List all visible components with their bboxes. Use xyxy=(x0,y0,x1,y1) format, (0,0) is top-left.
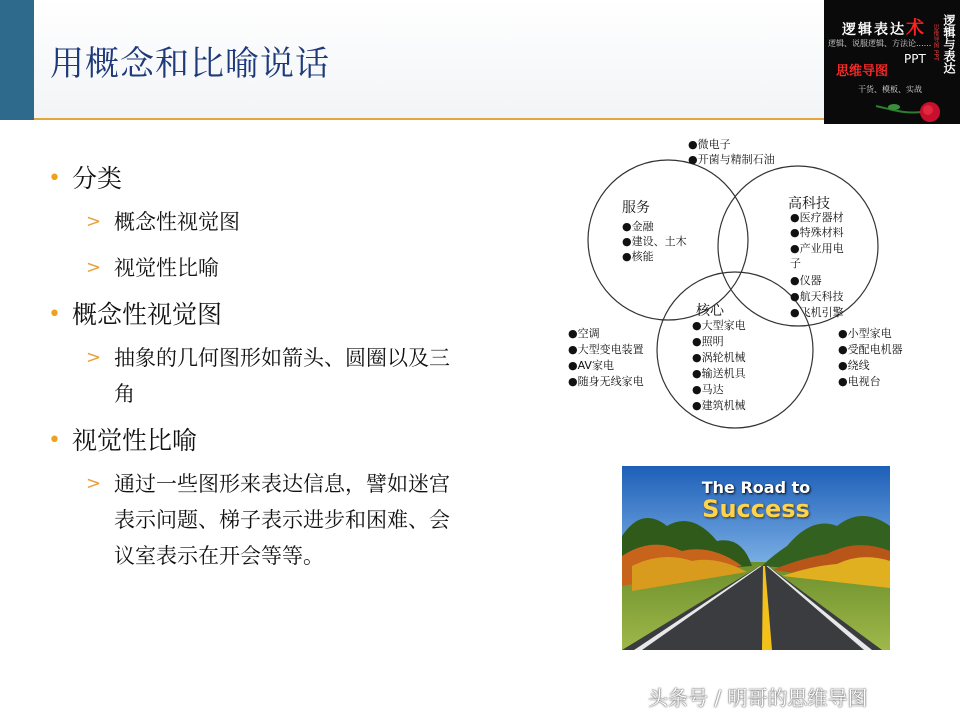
sub-bullet-item: > 视觉性比喻 xyxy=(86,256,219,280)
sub-bullet-item: > 概念性视觉图 xyxy=(86,210,240,234)
venn-right-item: ●电视台 xyxy=(838,375,881,388)
bullet-item: • 视觉性比喻 xyxy=(48,422,468,460)
road-caption-line1: The Road to xyxy=(701,478,811,497)
venn-services-item: ●建设、土木 xyxy=(622,235,687,248)
logo-line5: 干货、模板、实战 xyxy=(858,85,922,94)
rose-icon xyxy=(874,96,944,124)
venn-services-item: ●金融 xyxy=(622,220,654,233)
venn-left-item: ●大型变电装置 xyxy=(568,343,644,356)
logo-line4: PPT xyxy=(904,52,926,66)
sub-bullet-item: > 抽象的几何图形如箭头、圆圈以及三角 xyxy=(86,346,450,406)
venn-left-item: ●空调 xyxy=(568,327,600,340)
road-image-caption xyxy=(622,478,890,523)
sub-bullet-item: > 通过一些图形来表达信息，譬如迷宫表示问题、梯子表示进步和困难、会议室表示在开会等等。 xyxy=(86,472,450,568)
venn-core-title: 核心 xyxy=(696,303,724,319)
slide-title: 用概念和比喻说话 xyxy=(50,44,330,84)
source-watermark: 头条号 / 明哥的思维导图 xyxy=(648,686,868,710)
brand-logo xyxy=(824,0,960,124)
venn-hightech-item: ●产业用电 xyxy=(790,242,844,255)
title-side-bar xyxy=(0,0,34,120)
road-caption-line2: Success xyxy=(702,495,810,523)
logo-line1: 逻辑表达术 xyxy=(842,18,926,39)
logo-vertical-small: 思维导图 PPT xyxy=(932,24,939,61)
bullet-item: • 分类 xyxy=(48,160,468,198)
logo-line2: 逻辑、说服逻辑、方法论...... xyxy=(828,39,932,48)
bullet-item: • 概念性视觉图 xyxy=(48,296,468,334)
logo-vertical-text: 逻辑与表达 xyxy=(942,14,956,74)
bullet-list xyxy=(48,160,468,584)
venn-hightech-item: ●医疗器材 xyxy=(790,211,844,224)
venn-hightech-item: 子 xyxy=(790,257,801,270)
venn-right-item: ●绕线 xyxy=(838,359,870,372)
road-to-success-image xyxy=(622,466,890,650)
venn-left-item: ●AV家电 xyxy=(568,359,614,372)
logo-line3: 思维导图 xyxy=(836,64,889,79)
venn-core-item: ●涡轮机械 xyxy=(692,351,746,364)
venn-hightech-title: 高科技 xyxy=(788,196,830,212)
venn-right-item: ●受配电机器 xyxy=(838,343,903,356)
venn-right-item: ●小型家电 xyxy=(838,327,892,340)
venn-services-item: ●核能 xyxy=(622,250,654,263)
venn-hightech-item: ●飞机引擎 xyxy=(790,306,844,319)
venn-hightech-item: ●仪器 xyxy=(790,274,822,287)
venn-left-item: ●随身无线家电 xyxy=(568,375,644,388)
venn-diagram xyxy=(560,132,940,442)
venn-top-item: ●开菌与精制石油 xyxy=(688,153,775,166)
venn-hightech-item: ●特殊材料 xyxy=(790,226,844,239)
venn-core-item: ●马达 xyxy=(692,383,724,396)
venn-hightech-item: ●航天科技 xyxy=(790,290,844,303)
venn-core-item: ●建筑机械 xyxy=(692,399,746,412)
title-divider xyxy=(34,118,824,120)
venn-services-title: 服务 xyxy=(622,200,650,216)
venn-core-item: ●输送机具 xyxy=(692,367,746,380)
venn-core-item: ●照明 xyxy=(692,335,724,348)
venn-core-item: ●大型家电 xyxy=(692,319,746,332)
venn-top-item: ●微电子 xyxy=(688,138,731,151)
